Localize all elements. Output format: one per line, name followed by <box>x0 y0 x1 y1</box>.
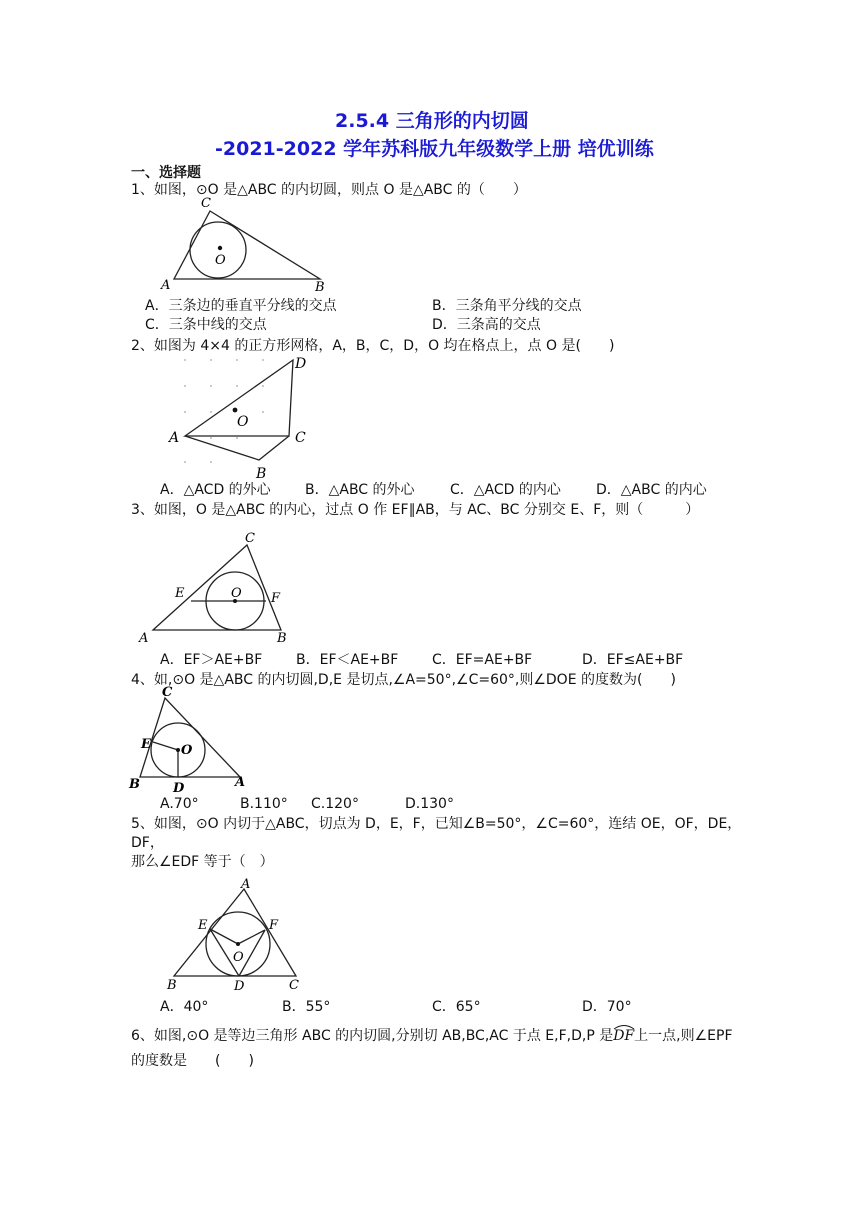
q2-triangle-abc <box>185 436 289 460</box>
q4-label-o: O <box>181 743 193 758</box>
q5-label-b: B <box>167 978 177 993</box>
q5-label-f: F <box>269 918 279 933</box>
q5-label-c: C <box>289 978 299 993</box>
q4-option-c: C.120° <box>311 796 359 812</box>
q2-option-c: C．△ACD 的内心 <box>450 482 561 498</box>
q1-label-o: O <box>215 253 226 268</box>
section-heading: 一、选择题 <box>131 165 201 181</box>
q5-label-d: D <box>234 979 245 994</box>
q4-option-d: D.130° <box>405 796 454 812</box>
q3-label-o: O <box>231 586 242 601</box>
q5-figure <box>165 877 305 995</box>
q4-option-b: B.110° <box>240 796 288 812</box>
q3-figure <box>135 527 295 647</box>
q1-option-d: D．三条高的交点 <box>432 317 541 333</box>
q3-triangle <box>153 545 281 630</box>
q3-option-b: B．EF＜AE+BF <box>296 652 399 668</box>
q2-label-d: D <box>295 356 307 372</box>
q5-stem-line3: 那么∠EDF 等于（ ） <box>131 854 274 870</box>
title-line1: 2.5.4 三角形的内切圆 <box>335 110 529 132</box>
q3-option-a: A．EF＞AE+BF <box>160 652 263 668</box>
q1-triangle <box>174 211 320 279</box>
q4-option-a: A.70° <box>160 796 199 812</box>
q5-label-a: A <box>241 877 251 892</box>
q1-option-c: C．三条中线的交点 <box>145 317 267 333</box>
q5-option-d: D．70° <box>582 999 632 1015</box>
q3-label-e: E <box>175 586 185 601</box>
q2-label-a: A <box>169 430 180 446</box>
q4-radius-oe <box>153 742 178 750</box>
arc-symbol-icon <box>613 1024 635 1030</box>
q1-option-b: B．三条角平分线的交点 <box>432 298 582 314</box>
q6-stem-line2: 的度数是 ( ) <box>131 1053 254 1069</box>
q3-label-a: A <box>139 631 149 646</box>
q6-arc-df <box>613 1027 634 1045</box>
q5-option-b: B．55° <box>282 999 331 1015</box>
q2-grid-points <box>184 359 264 463</box>
q5-option-a: A．40° <box>160 999 209 1015</box>
title-line2: -2021-2022 学年苏科版九年级数学上册 培优训练 <box>215 138 654 160</box>
q6-stem-part2: 上一点,则∠EPF <box>634 1028 733 1044</box>
q5-stem-line2: DF， <box>131 835 164 851</box>
q1-option-a: A．三条边的垂直平分线的交点 <box>145 298 337 314</box>
q3-label-f: F <box>271 591 281 606</box>
q3-option-c: C．EF=AE+BF <box>432 652 533 668</box>
q3-label-b: B <box>277 631 287 646</box>
q2-point-o <box>233 408 238 413</box>
q2-stem: 2、如图为 4×4 的正方形网格，A，B，C，D，O 均在格点上，点 O 是( ) <box>131 338 615 354</box>
q5-label-e: E <box>198 918 208 933</box>
q5-option-c: C．65° <box>432 999 481 1015</box>
q4-center-dot <box>176 748 180 752</box>
q5-label-o: O <box>233 950 244 965</box>
q2-label-c: C <box>295 430 306 446</box>
q1-label-b: B <box>315 280 325 295</box>
q4-label-d: D <box>173 781 185 796</box>
q2-option-a: A．△ACD 的外心 <box>160 482 271 498</box>
q1-label-c: C <box>201 196 211 211</box>
q6-stem <box>131 1027 733 1045</box>
q4-figure <box>127 684 257 796</box>
q5-center-dot <box>236 942 240 946</box>
q1-figure <box>155 195 335 295</box>
q1-incircle <box>190 222 246 278</box>
q1-stem: 1、如图，⊙O 是△ABC 的内切圆，则点 O 是△ABC 的（ ） <box>131 182 527 198</box>
q4-label-b: B <box>129 777 140 792</box>
q4-label-e: E <box>141 737 151 752</box>
q3-stem: 3、如图，O 是△ABC 的内心，过点 O 作 EF∥AB，与 AC、BC 分别交 E、F，则（ ） <box>131 502 700 518</box>
q3-option-d: D．EF≤AE+BF <box>582 652 684 668</box>
q2-label-o: O <box>237 414 249 430</box>
q2-option-d: D．△ABC 的内心 <box>596 482 707 498</box>
q6-stem-part1: 6、如图,⊙O 是等边三角形 ABC 的内切圆,分别切 AB,BC,AC 于点 E,F,D,P 是 <box>131 1028 614 1044</box>
q4-label-c: C <box>162 685 173 700</box>
q1-center-dot <box>218 246 222 250</box>
q2-option-b: B．△ABC 的外心 <box>305 482 415 498</box>
q6-arc-label: DF <box>613 1028 635 1044</box>
q5-stem: 5、如图，⊙O 内切于△ABC，切点为 D，E，F，已知∠B=50°，∠C=60°，连结 OE，OF，DE， <box>131 816 742 832</box>
q4-stem: 4、如,⊙O 是△ABC 的内切圆,D,E 是切点,∠A=50°,∠C=60°,则∠DOE 的度数为( ) <box>131 672 676 688</box>
q2-label-b: B <box>256 466 267 482</box>
q2-figure <box>165 352 325 482</box>
q1-label-a: A <box>161 278 171 293</box>
q4-label-a: A <box>235 775 246 790</box>
q3-label-c: C <box>245 531 255 546</box>
